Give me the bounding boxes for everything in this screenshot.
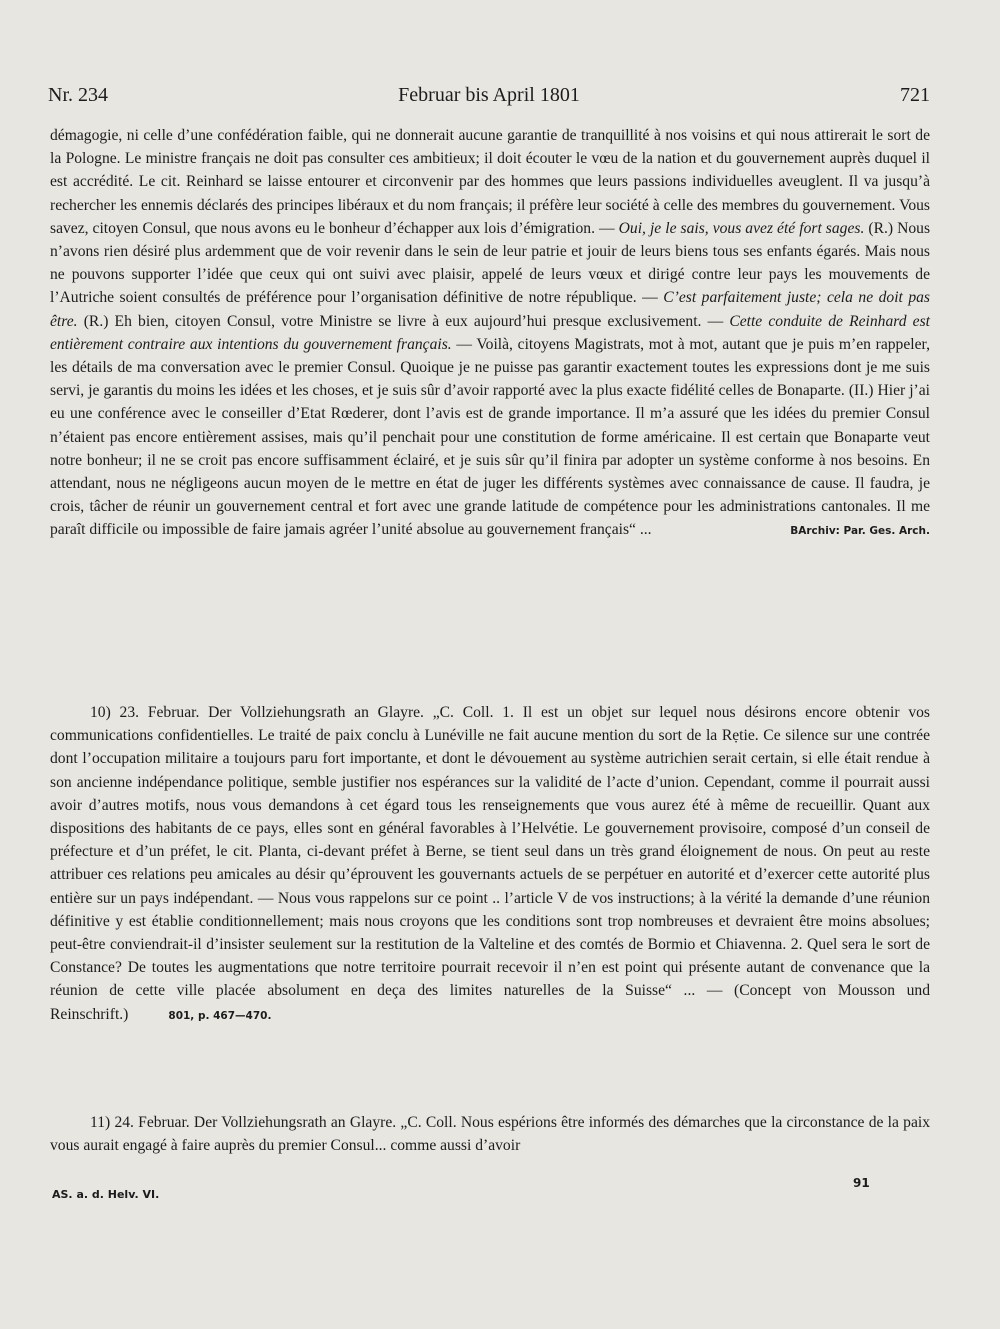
entry-heading-10: Der Vollziehungsrath an Glayre. — [199, 704, 424, 721]
page-number: 721 — [900, 84, 930, 106]
archive-reference-2: 801, p. 467—470. — [168, 1009, 272, 1022]
header-title: Februar bis April 1801 — [398, 84, 580, 106]
paragraph-3 — [50, 1111, 930, 1157]
entry-number-10: 10) 23. Februar. — [90, 704, 200, 721]
paragraph-2 — [50, 701, 930, 1028]
paragraph-1-text-a: démagogie, ni celle d’une confédération faible, qui ne donnerait aucune garantie de tranquillité à nos voisins et qui nous attirerait le sort de la Pologne. Le ministre français ne doit pas consulter ces ambitieux; il doit écouter le vœu de la nation et du gouvernement auprès duquel il est accrédité. Le cit. Reinhard se laisse entourer et circonvenir par des hommes que leurs passions individuelles aveuglent. Il va jusqu’à rechercher les ennemis déclarés des principes libéraux et du nom français; il préfère leur société à celle des membres du gouvernement. Vous savez, citoyen Consul, que nous avons eu le bonheur d’échapper aux lois d’émigration. — — [50, 127, 930, 237]
paragraph-1-quote-b: C’est parfaitement juste; cela ne doit pas être. — [50, 289, 930, 330]
paragraph-1-text-c: (R.) Eh bien, citoyen Consul, votre Ministre se livre à eux aujourd’hui presque exclusivement. — — [77, 312, 730, 330]
document-number: Nr. 234 — [48, 84, 108, 106]
paragraph-1 — [50, 124, 930, 544]
entry-body-10: „C. Coll. 1. Il est un objet sur lequel nous désirons encore obtenir vos communications confidentielles. Le traité de paix conclu à Lunéville ne fait aucune mention du sort de la Rẹtie. Ce silence sur une contrée dont l’occupation militaire a toujours paru fort importante, et dont le dévouement au système autrichien serait certain, si elle était rendue à son ancienne indépendance politique, semble justifier nos espérances sur la validité de l’acte d’union. Cependant, comme il pourrait aussi avoir d’autres motifs, nous vous demandons à cet égard tous les renseignements que vous aurez été à même de recueillir. Quant aux dispositions des habitants de ce pays, elles sont en général favorables à l’Helvétie. Le gouvernement provisoire, composé d’un conseil de préfecture et d’un préfet, le cit. Planta, ci-devant préfet à Berne, se tient seul dans un très grand éloignement de nous. On peut au reste attribuer ces relations peu amicales au désir qu’éprouvent les gouvernants actuels de se perpétuer en autorité et d’exercer cette autorité plus entière sur un pays indépendant. — Nous vous rappelons sur ce point .. l’article V de vos instructions; à la vérité la demande d’une réunion définitive y est établie conditionnellement; mais nous croyons que les conditions sont trop nombreuses et devraient être moins absolues; peut-être conviendrait-il d’insister seulement sur la restitution de la Valteline et des comtés de Bormio et Chiavenna. 2. Quel sera le sort de Constance? De toutes les augmentations que notre territoire pourrait recevoir il n’en est point qui présente autant de convenance que la réunion de cette ville placée absolument en deça des limites naturelles de la Suisse“ ... — (Concept von Mousson und Reinschrift.) — [50, 704, 931, 1023]
paragraph-1-quote-a: Oui, je le sais, vous avez été fort sages. — [618, 219, 865, 237]
archive-reference-1: BArchiv: Par. Ges. Arch. — [790, 525, 930, 538]
entry-body-11: „C. Coll. Nous espérions être informés des démarches que la circonstance de la paix vous aurait engagé à faire auprès du premier Consul... comme aussi d’avoir — [50, 1114, 930, 1155]
entry-heading-11: Der Vollziehungsrath an Glayre. — [189, 1114, 397, 1131]
paragraph-1-quote-c: Cette conduite de Reinhard est entièrement contraire aux intentions du gouvernement français. — [50, 312, 930, 353]
paragraph-1-text-d: — Voilà, citoyens Magistrats, mot à mot, autant que je puis m’en rappeler, les détails de ma conversation avec le premier Consul. Quoique je ne puisse pas garantir exactement toutes les expressions dont je me suis servi, je garantis du moins les idées et les choses, et je suis sûr d’avoir rapporté avec la plus exacte fidélité celles de Bonaparte. (II.) Hier j’ai eu une conférence avec le conseiller d’Etat Rœderer, dont l’avis est de grande importance. Il m’a assuré que les idées du premier Consul n’étaient pas encore entièrement assises, mais qu’il penchait pour une constitution de forme américaine. Il est certain que Bonaparte veut notre bonheur; il ne se croit pas encore suffisamment éclairé, et je suis sûr qu’il finira par adopter un système conforme à nos besoins. En attendant, nous ne négligeons aucun moyen de le mettre en état de juger les différents systèmes avec connaissance de cause. Il faudra, je crois, tâcher de réunir un gouvernement central et fort avec une grande latitude de compétence pour les administrations cantonales. Il me paraît difficile ou impossible de faire jamais agréer l’unité absolue au gouvernement français“ ... — [50, 335, 930, 539]
paragraph-1-text-b: (R.) Nous n’avons rien désiré plus ardemment que de voir revenir dans le sein de leur patrie et jouir de leurs biens tous ses enfants égarés. Mais nous ne pouvons supporter l’idée que ceux qui ont suivi avec plaisir, appelé de leurs vœux et dirigé contre leur pays les mouvements de l’Autriche soient consultés de préférence pour l’organisation définitive de notre république. — — [50, 219, 931, 307]
entry-number-11: 11) 24. Februar. — [90, 1114, 190, 1131]
volume-signature: AS. a. d. Helv. VI. — [52, 1188, 160, 1201]
sheet-number: 91 — [853, 1176, 870, 1190]
running-header — [48, 84, 930, 114]
